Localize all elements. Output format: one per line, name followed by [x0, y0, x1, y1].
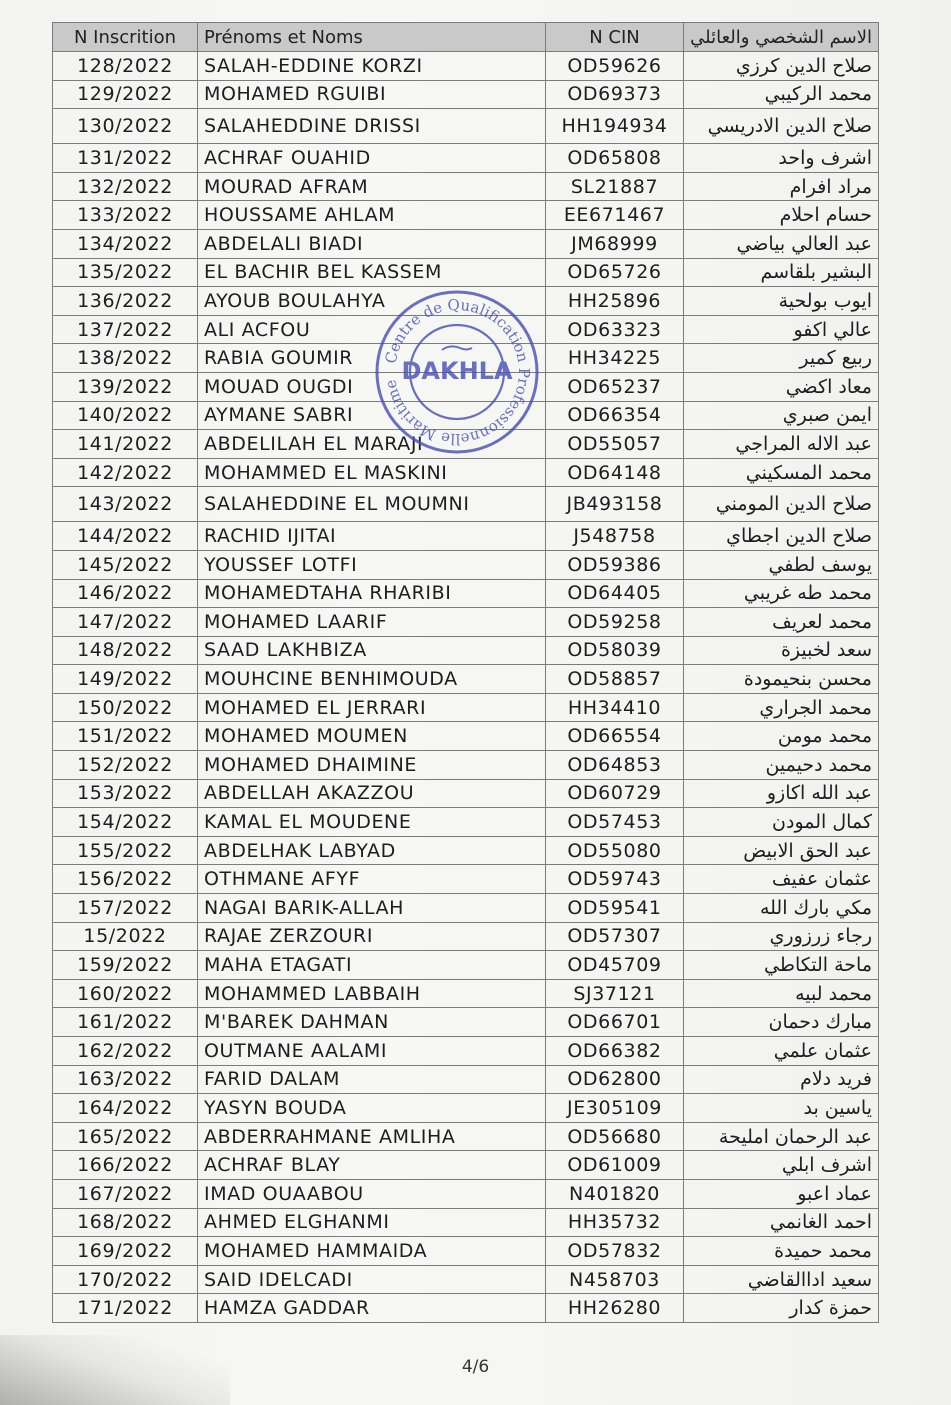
cin-cell: OD64148 [546, 458, 684, 487]
full-name-cell: HOUSSAME AHLAM [198, 201, 546, 230]
cin-cell: OD60729 [546, 779, 684, 808]
arabic-name-cell: صلاح الدين المومني [684, 487, 879, 522]
registration-number-cell: 146/2022 [53, 579, 198, 608]
table-row [53, 550, 879, 579]
registration-number-cell: 15/2022 [53, 922, 198, 951]
cin-cell: OD57832 [546, 1237, 684, 1266]
arabic-name-cell: كمال المودن [684, 808, 879, 837]
arabic-name-cell: ماحة التكاطي [684, 951, 879, 980]
cin-cell: HH25896 [546, 287, 684, 316]
table-row [53, 722, 879, 751]
cin-cell: HH26280 [546, 1294, 684, 1323]
full-name-cell: MOHAMMED LABBAIH [198, 979, 546, 1008]
registration-number-cell: 129/2022 [53, 80, 198, 109]
full-name-cell: ABDELLAH AKAZZOU [198, 779, 546, 808]
arabic-name-cell: احمد الغانمي [684, 1208, 879, 1237]
arabic-name-cell: محمد حميدة [684, 1237, 879, 1266]
table-row [53, 229, 879, 258]
table-row [53, 201, 879, 230]
full-name-cell: MOHAMED DHAIMINE [198, 751, 546, 780]
full-name-cell: OUTMANE AALAMI [198, 1037, 546, 1066]
full-name-cell: YOUSSEF LOTFI [198, 550, 546, 579]
registration-number-cell: 142/2022 [53, 458, 198, 487]
cin-cell: N401820 [546, 1179, 684, 1208]
registration-number-cell: 166/2022 [53, 1151, 198, 1180]
cin-cell: EE671467 [546, 201, 684, 230]
full-name-cell: IMAD OUAABOU [198, 1179, 546, 1208]
cin-cell: J548758 [546, 522, 684, 551]
table-row [53, 1294, 879, 1323]
arabic-name-cell: عماد اعبو [684, 1179, 879, 1208]
table-row [53, 487, 879, 522]
cin-cell: OD57453 [546, 808, 684, 837]
table-row [53, 836, 879, 865]
full-name-cell: MOHAMED RGUIBI [198, 80, 546, 109]
registration-number-cell: 154/2022 [53, 808, 198, 837]
registration-number-cell: 156/2022 [53, 865, 198, 894]
arabic-name-cell: محمد لبيه [684, 979, 879, 1008]
registration-number-cell: 143/2022 [53, 487, 198, 522]
full-name-cell: ABDELALI BIADI [198, 229, 546, 258]
table-row [53, 894, 879, 923]
registration-number-cell: 137/2022 [53, 315, 198, 344]
cin-cell: OD59743 [546, 865, 684, 894]
arabic-name-cell: حمزة كدار [684, 1294, 879, 1323]
full-name-cell: YASYN BOUDA [198, 1094, 546, 1123]
table-row [53, 1065, 879, 1094]
full-name-cell: KAMAL EL MOUDENE [198, 808, 546, 837]
cin-cell: SJ37121 [546, 979, 684, 1008]
arabic-name-cell: محمد لعريف [684, 608, 879, 637]
arabic-name-cell: مراد افرام [684, 172, 879, 201]
full-name-cell: AYMANE SABRI [198, 401, 546, 430]
arabic-name-cell: محمد دحيمين [684, 751, 879, 780]
table-row [53, 922, 879, 951]
full-name-cell: ABDELHAK LABYAD [198, 836, 546, 865]
registration-number-cell: 128/2022 [53, 52, 198, 81]
cin-cell: OD45709 [546, 951, 684, 980]
cin-cell: OD58039 [546, 636, 684, 665]
arabic-name-cell: عبد الرحمان امليحة [684, 1122, 879, 1151]
registration-number-cell: 130/2022 [53, 109, 198, 144]
registration-number-cell: 151/2022 [53, 722, 198, 751]
registration-number-cell: 162/2022 [53, 1037, 198, 1066]
cin-cell: OD64853 [546, 751, 684, 780]
table-row [53, 808, 879, 837]
registration-number-cell: 144/2022 [53, 522, 198, 551]
full-name-cell: MOHAMEDTAHA RHARIBI [198, 579, 546, 608]
full-name-cell: MOURAD AFRAM [198, 172, 546, 201]
table-row [53, 1237, 879, 1266]
full-name-cell: ACHRAF OUAHID [198, 144, 546, 173]
registration-number-cell: 161/2022 [53, 1008, 198, 1037]
cin-cell: OD65808 [546, 144, 684, 173]
cin-cell: OD66701 [546, 1008, 684, 1037]
table-row [53, 52, 879, 81]
cin-cell: OD65237 [546, 372, 684, 401]
full-name-cell: ACHRAF BLAY [198, 1151, 546, 1180]
arabic-name-cell: اشرف واحد [684, 144, 879, 173]
arabic-name-cell: محمد مومن [684, 722, 879, 751]
table-row [53, 80, 879, 109]
table-row [53, 458, 879, 487]
full-name-cell: MOHAMED LAARIF [198, 608, 546, 637]
full-name-cell: MOHAMED HAMMAIDA [198, 1237, 546, 1266]
registration-table [52, 22, 879, 1323]
table-row [53, 109, 879, 144]
arabic-name-cell: عثمان عفيف [684, 865, 879, 894]
cin-cell: OD59258 [546, 608, 684, 637]
cin-cell: OD59386 [546, 550, 684, 579]
arabic-name-cell: عبد الاله المراجي [684, 430, 879, 459]
full-name-cell: MOHAMMED EL MASKINI [198, 458, 546, 487]
table-row [53, 951, 879, 980]
arabic-name-cell: معاد اكضي [684, 372, 879, 401]
full-name-cell: AYOUB BOULAHYA [198, 287, 546, 316]
arabic-name-cell: محمد الركيبي [684, 80, 879, 109]
table-row [53, 1208, 879, 1237]
registration-number-cell: 147/2022 [53, 608, 198, 637]
header-registration-number: N Inscrition [53, 23, 198, 52]
stamp-ring-text: Centre de Qualification Professionnelle Maritime [381, 295, 534, 449]
cin-cell: OD59541 [546, 894, 684, 923]
table-row [53, 579, 879, 608]
full-name-cell: RABIA GOUMIR [198, 344, 546, 373]
table-row [53, 1008, 879, 1037]
full-name-cell: SALAHEDDINE EL MOUMNI [198, 487, 546, 522]
registration-number-cell: 132/2022 [53, 172, 198, 201]
full-name-cell: RAJAE ZERZOURI [198, 922, 546, 951]
cin-cell: HH35732 [546, 1208, 684, 1237]
table-row [53, 751, 879, 780]
arabic-name-cell: مكي بارك الله [684, 894, 879, 923]
page-number: 4/6 [461, 1357, 490, 1377]
cin-cell: JE305109 [546, 1094, 684, 1123]
arabic-name-cell: سعد لخبيزة [684, 636, 879, 665]
registration-number-cell: 134/2022 [53, 229, 198, 258]
arabic-name-cell: عبد العالي بياضي [684, 229, 879, 258]
arabic-name-cell: ايوب بولحية [684, 287, 879, 316]
arabic-name-cell: محمد طه غريبي [684, 579, 879, 608]
arabic-name-cell: صلاح الدين اجطاي [684, 522, 879, 551]
full-name-cell: SAID IDELCADI [198, 1265, 546, 1294]
arabic-name-cell: مبارك دحمان [684, 1008, 879, 1037]
arabic-name-cell: عالي اكفو [684, 315, 879, 344]
table-row [53, 636, 879, 665]
full-name-cell: OTHMANE AFYF [198, 865, 546, 894]
registration-number-cell: 169/2022 [53, 1237, 198, 1266]
cin-cell: OD66382 [546, 1037, 684, 1066]
full-name-cell: RACHID IJITAI [198, 522, 546, 551]
table-row [53, 1094, 879, 1123]
full-name-cell: ALI ACFOU [198, 315, 546, 344]
registration-number-cell: 163/2022 [53, 1065, 198, 1094]
registration-number-cell: 157/2022 [53, 894, 198, 923]
cin-cell: JB493158 [546, 487, 684, 522]
arabic-name-cell: عثمان علمي [684, 1037, 879, 1066]
table-row [53, 608, 879, 637]
table-row [53, 865, 879, 894]
cin-cell: HH34225 [546, 344, 684, 373]
cin-cell: OD62800 [546, 1065, 684, 1094]
registration-number-cell: 165/2022 [53, 1122, 198, 1151]
full-name-cell: MOHAMED EL JERRARI [198, 693, 546, 722]
header-full-name: Prénoms et Noms [198, 23, 546, 52]
registration-number-cell: 149/2022 [53, 665, 198, 694]
registration-number-cell: 136/2022 [53, 287, 198, 316]
full-name-cell: SAAD LAKHBIZA [198, 636, 546, 665]
arabic-name-cell: محمد المسكيني [684, 458, 879, 487]
table-row [53, 522, 879, 551]
table-row [53, 258, 879, 287]
table-row [53, 665, 879, 694]
arabic-name-cell: ربيع كمير [684, 344, 879, 373]
cin-cell: SL21887 [546, 172, 684, 201]
registration-number-cell: 135/2022 [53, 258, 198, 287]
arabic-name-cell: عبد الله اكازو [684, 779, 879, 808]
registration-number-cell: 168/2022 [53, 1208, 198, 1237]
table-row [53, 1151, 879, 1180]
stamp-center-text: DAKHLA [401, 357, 513, 385]
full-name-cell: HAMZA GADDAR [198, 1294, 546, 1323]
full-name-cell: MOUHCINE BENHIMOUDA [198, 665, 546, 694]
full-name-cell: NAGAI BARIK-ALLAH [198, 894, 546, 923]
arabic-name-cell: سعيد اداالقاضي [684, 1265, 879, 1294]
registration-number-cell: 164/2022 [53, 1094, 198, 1123]
arabic-name-cell: فريد دلام [684, 1065, 879, 1094]
cin-cell: OD55080 [546, 836, 684, 865]
full-name-cell: AHMED ELGHANMI [198, 1208, 546, 1237]
registration-number-cell: 155/2022 [53, 836, 198, 865]
table-row [53, 144, 879, 173]
arabic-name-cell: البشير بلقاسم [684, 258, 879, 287]
registration-number-cell: 167/2022 [53, 1179, 198, 1208]
cin-cell: OD65726 [546, 258, 684, 287]
registration-number-cell: 138/2022 [53, 344, 198, 373]
registration-number-cell: 148/2022 [53, 636, 198, 665]
full-name-cell: M'BAREK DAHMAN [198, 1008, 546, 1037]
registration-number-cell: 139/2022 [53, 372, 198, 401]
full-name-cell: MOUAD OUGDI [198, 372, 546, 401]
full-name-cell: SALAHEDDINE DRISSI [198, 109, 546, 144]
cin-cell: OD57307 [546, 922, 684, 951]
header-row [53, 23, 879, 52]
arabic-name-cell: صلاح الدين الادريسي [684, 109, 879, 144]
photo-shadow [0, 1335, 230, 1405]
cin-cell: OD56680 [546, 1122, 684, 1151]
registration-number-cell: 153/2022 [53, 779, 198, 808]
registration-number-cell: 152/2022 [53, 751, 198, 780]
arabic-name-cell: عبد الحق الابيض [684, 836, 879, 865]
registration-number-cell: 133/2022 [53, 201, 198, 230]
table-body [53, 52, 879, 1323]
registration-number-cell: 159/2022 [53, 951, 198, 980]
registration-number-cell: 160/2022 [53, 979, 198, 1008]
cin-cell: OD66354 [546, 401, 684, 430]
cin-cell: OD55057 [546, 430, 684, 459]
full-name-cell: MOHAMED MOUMEN [198, 722, 546, 751]
arabic-name-cell: محمد الجراري [684, 693, 879, 722]
table-row [53, 979, 879, 1008]
table-row [53, 1037, 879, 1066]
full-name-cell: EL BACHIR BEL KASSEM [198, 258, 546, 287]
cin-cell: OD61009 [546, 1151, 684, 1180]
table-row [53, 1179, 879, 1208]
table-row [53, 779, 879, 808]
cin-cell: OD59626 [546, 52, 684, 81]
dakhla-stamp [372, 287, 542, 457]
full-name-cell: ABDERRAHMANE AMLIHA [198, 1122, 546, 1151]
registration-number-cell: 170/2022 [53, 1265, 198, 1294]
table-row [53, 1122, 879, 1151]
registration-number-cell: 145/2022 [53, 550, 198, 579]
arabic-name-cell: يوسف لطفي [684, 550, 879, 579]
registration-number-cell: 141/2022 [53, 430, 198, 459]
cin-cell: OD66554 [546, 722, 684, 751]
full-name-cell: FARID DALAM [198, 1065, 546, 1094]
table-row [53, 172, 879, 201]
arabic-name-cell: صلاح الدين كرزي [684, 52, 879, 81]
cin-cell: OD69373 [546, 80, 684, 109]
registration-number-cell: 140/2022 [53, 401, 198, 430]
full-name-cell: ABDELILAH EL MARAJI [198, 430, 546, 459]
cin-cell: JM68999 [546, 229, 684, 258]
cin-cell: OD58857 [546, 665, 684, 694]
full-name-cell: MAHA ETAGATI [198, 951, 546, 980]
cin-cell: HH34410 [546, 693, 684, 722]
registration-number-cell: 150/2022 [53, 693, 198, 722]
cin-cell: OD63323 [546, 315, 684, 344]
registration-number-cell: 131/2022 [53, 144, 198, 173]
cin-cell: OD64405 [546, 579, 684, 608]
stamp-map-icon [442, 346, 472, 350]
arabic-name-cell: حسام احلام [684, 201, 879, 230]
table-header [53, 23, 879, 52]
registration-number-cell: 171/2022 [53, 1294, 198, 1323]
arabic-name-cell: ايمن صبري [684, 401, 879, 430]
header-cin: N CIN [546, 23, 684, 52]
arabic-name-cell: ياسين بد [684, 1094, 879, 1123]
arabic-name-cell: اشرف ابلي [684, 1151, 879, 1180]
table-row [53, 1265, 879, 1294]
arabic-name-cell: رجاء زرزوري [684, 922, 879, 951]
cin-cell: HH194934 [546, 109, 684, 144]
header-arabic-name: الاسم الشخصي والعائلي [684, 23, 879, 52]
table-row [53, 693, 879, 722]
cin-cell: N458703 [546, 1265, 684, 1294]
full-name-cell: SALAH-EDDINE KORZI [198, 52, 546, 81]
arabic-name-cell: محسن بنحيمودة [684, 665, 879, 694]
